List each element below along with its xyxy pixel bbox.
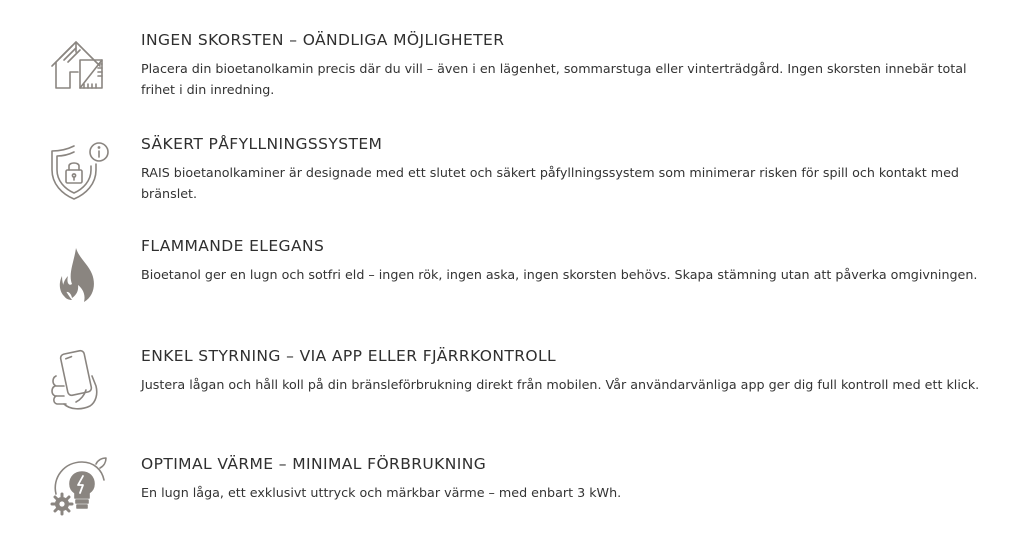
feature-title: OPTIMAL VÄRME – MINIMAL FÖRBRUKNING [141,455,487,473]
feature-text [141,30,991,100]
feature-text [141,346,991,395]
feature-title: FLAMMANDE ELEGANS [141,237,325,255]
energy-bulb-gear-icon [42,450,112,520]
shield-lock-info-icon [42,136,112,206]
feature-text [141,454,991,503]
feature-text [141,134,991,204]
flame-icon [42,242,112,312]
feature-title: SÄKERT PÅFYLLNINGSSYSTEM [141,135,383,153]
feature-description: Placera din bioetanolkamin precis där du vill – även i en lägenhet, sommarstuga eller vinterträdgård. Ingen skorsten innebär total frihet i din inredning. [141,61,967,97]
feature-description: Bioetanol ger en lugn och sotfri eld – ingen rök, ingen aska, ingen skorsten behövs. Skapa stämning utan att påverka omgivningen. [141,267,978,282]
house-blueprint-icon [42,32,112,102]
feature-title: ENKEL STYRNING – VIA APP ELLER FJÄRRKONTROLL [141,347,557,365]
feature-description: En lugn låga, ett exklusivt uttryck och märkbar värme – med enbart 3 kWh. [141,485,622,500]
feature-text [141,236,991,285]
hand-smartphone-icon [42,346,112,416]
feature-description: Justera lågan och håll koll på din bränsleförbrukning direkt från mobilen. Vår användarvänliga app ger dig full kontroll med ett klick. [141,377,980,392]
feature-title: INGEN SKORSTEN – OÄNDLIGA MÖJLIGHETER [141,31,505,49]
feature-description: RAIS bioetanolkaminer är designade med ett slutet och säkert påfyllningssystem som minimerar risken för spill och kontakt med bränslet. [141,165,959,201]
